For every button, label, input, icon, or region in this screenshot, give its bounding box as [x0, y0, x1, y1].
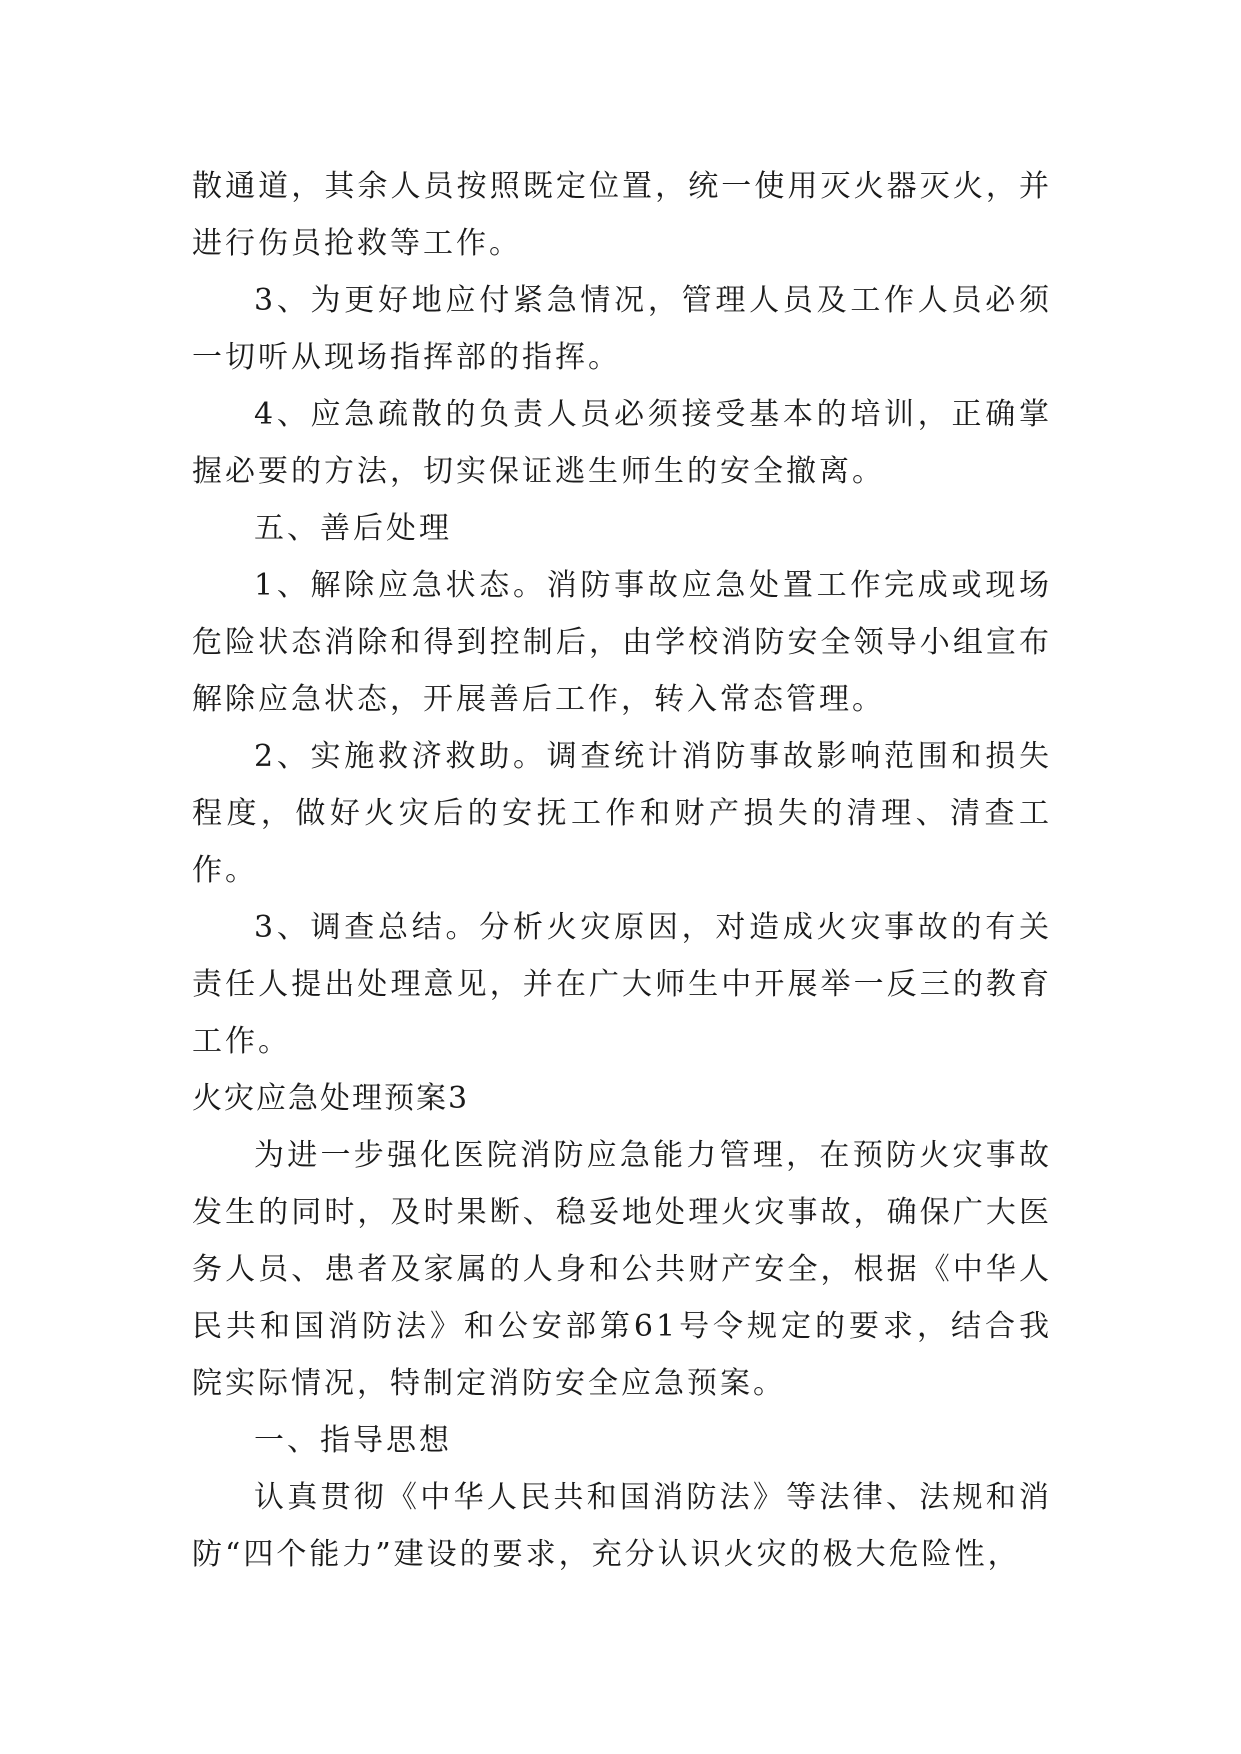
- paragraph: 认真贯彻《中华人民共和国消防法》等法律、法规和消防“四个能力”建设的要求，充分认识火灾的极大危险性，: [192, 1480, 1052, 1572]
- document-page: [192, 158, 1052, 1583]
- paragraph: 为进一步强化医院消防应急能力管理，在预防火灾事故发生的同时，及时果断、稳妥地处理火灾事故，确保广大医务人员、患者及家属的人身和公共财产安全，根据《中华人民共和国消防法》和公安部第61号令规定的要求，结合我院实际情况，特制定消防安全应急预案。: [192, 1138, 1052, 1401]
- paragraph: 4、应急疏散的负责人员必须接受基本的培训，正确掌握必要的方法，切实保证逃生师生的安全撤离。: [192, 397, 1052, 489]
- paragraph: 1、解除应急状态。消防事故应急处置工作完成或现场危险状态消除和得到控制后，由学校消防安全领导小组宣布解除应急状态，开展善后工作，转入常态管理。: [192, 568, 1052, 717]
- paragraph: 3、调查总结。分析火灾原因，对造成火灾事故的有关责任人提出处理意见，并在广大师生中开展举一反三的教育工作。: [192, 910, 1052, 1059]
- section-heading: 五、善后处理: [254, 511, 452, 546]
- paragraph: 3、为更好地应付紧急情况，管理人员及工作人员必须一切听从现场指挥部的指挥。: [192, 283, 1052, 375]
- section-heading: 一、指导思想: [254, 1423, 452, 1458]
- paragraph: 散通道，其余人员按照既定位置，统一使用灭火器灭火，并进行伤员抢救等工作。: [192, 169, 1052, 261]
- paragraph: 2、实施救济救助。调查统计消防事故影响范围和损失程度，做好火灾后的安抚工作和财产损失的清理、清查工作。: [192, 739, 1052, 888]
- document-title: 火灾应急处理预案3: [192, 1081, 470, 1116]
